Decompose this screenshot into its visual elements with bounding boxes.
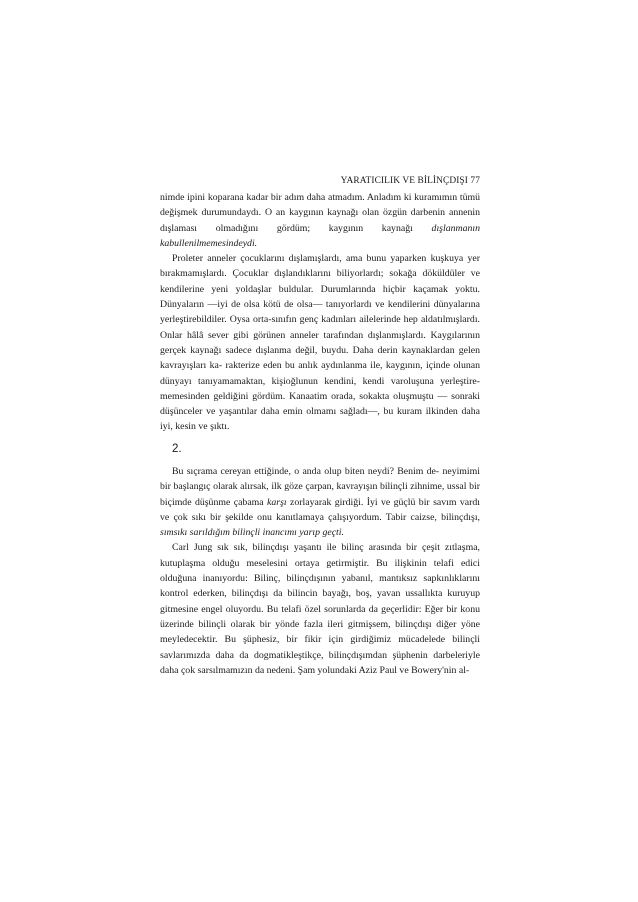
- paragraph: Carl Jung sık sık, bilinçdışı yaşantı ile bilinç arasında bir çeşit zıtlaşma, kutuplaşma olduğu meselesini ortaya getirmiştir. Bu ilişkinin telafi edici olduğuna inanıyordu: Bilinç, bilinçdışının yabanıl, mantıksız sapkınlıklarını kontrol ederken, bilinçdışı da bilincin bayağı, boş, yavan ussallıkta kuruyup gitmesine engel oluyordu. Bu telafi özel sorunlarda da geçerlidir: Eğer bir konu üzerinde bilinçli olarak bir yönde fazla ileri gitmişsem, bilinçdışı diğer yöne meyledecektir. Bu şüphesiz, bir fikir için girdiğimiz mücadelede bilinçli savlarımızda daha da dogmatikleştikçe, bilinçdışımdan şüphenin darbeleriyle daha çok sarsılmamızın da nedeni. Şam yolundaki Aziz Paul ve Bowery'nin al-: [160, 542, 480, 676]
- paragraph: [160, 464, 480, 540]
- italic-word: karşı: [267, 496, 287, 508]
- paragraph-text: nimde ipini koparana kadar bir adım daha atmadım. Anladım ki kuramımın tümü değişmek durumundaydı. O an kaygının kaynağı olan özgün darbenin annenin dışlaması olmadığını gördüm; kaygının kaynağı: [160, 192, 480, 234]
- italic-phrase: dışlanmanın kabullenilmemesindeydi.: [160, 222, 480, 249]
- text-block-bottom: [160, 464, 480, 678]
- paragraph-text: zorlayarak girdiği. İyi ve güçlü bir savım vardı ve çok sıkı bir şekilde onu kanıtlamaya çalışıyordum. Tabir caizse, bilinçdışı,: [160, 496, 480, 523]
- italic-phrase: sımsıkı sarıldığım bilinçli inancımı yarıp geçti.: [160, 527, 344, 539]
- paragraph-text: Bu sıçrama cereyan ettiğinde, o anda olup biten neydi? Benim de- neyimimi bir başlangıç olarak alırsak, ilk göze çarpan, kavrayışın bilinçli zihnime, ussal bir biçimde düşünme çabama: [160, 466, 480, 508]
- section-number: 2.: [172, 443, 182, 455]
- paragraph-continuation: [160, 190, 480, 251]
- text-block-top: [160, 190, 480, 435]
- running-header: YARATICILIK VE BİLİNÇDIŞI 77: [340, 176, 480, 186]
- paragraph: Proleter anneler çocuklarını dışlamışlardı, ama bunu yaparken kuşkuya yer bırakmamışlardı. Çocuklar dışlandıklarını biliyorlardı; sokağa döküldüler ve kendilerine yeni yoldaşlar buldular. Durumlarında hiçbir kaçamak yoktu. Dünyaların —iyi de olsa kötü de olsa— tanıyorlardı ve kendilerini dünyalarına yerleştirebildiler. Oysa orta-sınıfın genç kadınları ailelerinde hep aldatılmışlardı. Onlar hâlâ sever gibi görünen anneler tarafından dışlanmışlardı. Kaygılarının gerçek kaynağı sadece dışlanma değil, buydu. Daha derin kaynaklardan gelen kavrayışları ka- rakterize eden bu anlık aydınlanma ile, kaygının, içinde olunan dünyayı tanıyamamaktan, kişioğlunun kendini, kendi varoluşuna yerleştire- memesinden geldiğini gördüm. Kanaatim orada, sokakta oluşmuştu — sonraki düşünceler ve yaşantılar daha emin olmamı sağladı—, bu kuram ilkinden daha iyi, kesin ve şıktı.: [160, 253, 480, 433]
